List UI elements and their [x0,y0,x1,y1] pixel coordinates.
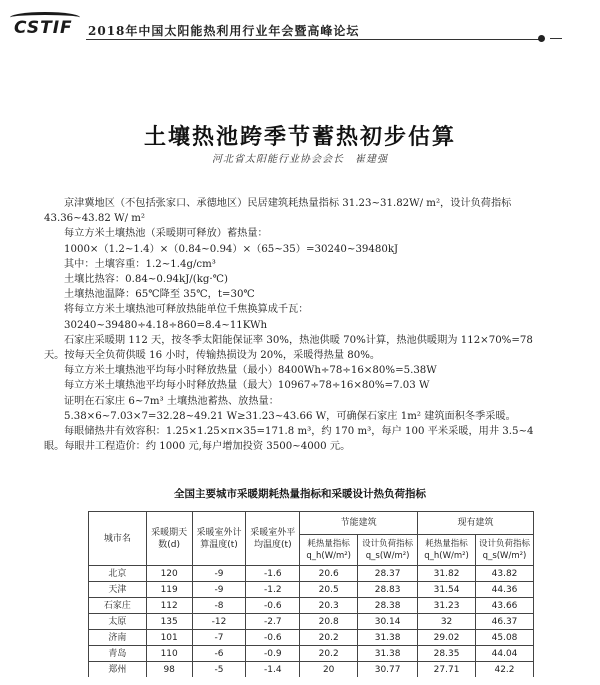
table-row [89,582,534,598]
table-cell-ex-heat: 29.02 [418,630,476,646]
page-header [0,0,600,46]
table-cell-ex-load: 43.82 [476,566,534,582]
table-cell-es-heat: 20.8 [300,614,358,630]
table-cell-ex-load: 44.04 [476,646,534,662]
body-line: 1000×（1.2~1.4）×（0.84~0.94）×（65~35）=30240~39480kJ [64,243,399,255]
table-cell-avg: -1.6 [246,566,300,582]
col-header-days: 采暖期天数(d) [146,512,192,566]
body-line: 眼。每眼井工程造价：约 1000 元,每户增加投资 3500~4000 元。 [44,441,351,453]
table-cell-city: 郑州 [89,662,147,678]
body-line: 30240~39480÷4.18÷860=8.4~11KWh [64,319,268,331]
header-rule [86,39,544,40]
col-header-ex-heat: 耗热量指标 q_h(W/m²) [418,535,476,566]
table-cell-design: -9 [192,582,246,598]
table-cell-ex-load: 45.08 [476,630,534,646]
col-header-city: 城市名 [89,512,147,566]
table-cell-design: -7 [192,630,246,646]
table-cell-ex-load: 44.36 [476,582,534,598]
table-row [89,566,534,582]
table-row [89,662,534,678]
table-cell-ex-heat: 32 [418,614,476,630]
col-header-design-temp: 采暖室外计算温度(t) [192,512,246,566]
logo: CSTIF [14,18,73,38]
body-line: 43.36~43.82 W/ m² [44,213,145,225]
table-cell-city: 天津 [89,582,147,598]
table-cell-days: 101 [146,630,192,646]
table-cell-design: -5 [192,662,246,678]
table-row [89,598,534,614]
table-cell-days: 119 [146,582,192,598]
table-cell-days: 135 [146,614,192,630]
table-cell-days: 112 [146,598,192,614]
body-line: 石家庄采暖期 112 天，按冬季太阳能保证率 30%，热池供暖 70%计算，热池供暖期为 112×70%=78 [64,334,533,346]
table-cell-ex-load: 46.37 [476,614,534,630]
body-line: 5.38×6~7.03×7=32.28~49.21 W≥31.23~43.66 W，可确保石家庄 1m² 建筑面积冬季采暖。 [64,410,516,422]
table-cell-ex-heat: 28.35 [418,646,476,662]
table-cell-ex-load: 42.2 [476,662,534,678]
table-title: 全国主要城市采暖期耗热量指标和采暖设计热负荷指标 [174,488,426,500]
body-line: 每立方米土壤热池平均每小时释放热量（最小）8400Wh÷78÷16×80%=5.38W [64,365,437,377]
table-cell-city: 太原 [89,614,147,630]
table-cell-city: 石家庄 [89,598,147,614]
col-header-es-load: 设计负荷指标 q_s(W/m²) [358,535,418,566]
table-cell-avg: -1.2 [246,582,300,598]
table-cell-avg: -0.6 [246,598,300,614]
col-header-existing: 现有建筑 [418,512,534,535]
body-line: 天。按每天全负荷供暖 16 小时，传输热损设为 20%，采暖得热量 80%。 [44,350,381,362]
table-cell-avg: -2.7 [246,614,300,630]
article-body [44,196,558,454]
table-cell-ex-heat: 27.71 [418,662,476,678]
heating-index-table [88,511,534,677]
col-header-es-heat: 耗热量指标 q_h(W/m²) [300,535,358,566]
table-cell-city: 北京 [89,566,147,582]
table-cell-es-load: 30.77 [358,662,418,678]
header-tick [550,38,562,39]
body-line: 土壤热池温降：65℃降至 35℃，t=30℃ [64,289,255,301]
table-row [89,614,534,630]
table-cell-design: -6 [192,646,246,662]
table-cell-design: -12 [192,614,246,630]
body-line: 京津冀地区（不包括张家口、承德地区）民居建筑耗热量指标 31.23~31.82W/ m²，设计负荷指标 [64,198,512,209]
table-cell-es-heat: 20.2 [300,630,358,646]
table-cell-es-heat: 20.3 [300,598,358,614]
table-cell-avg: -0.6 [246,630,300,646]
table-cell-ex-heat: 31.82 [418,566,476,582]
table-cell-avg: -0.9 [246,646,300,662]
table-cell-es-load: 31.38 [358,630,418,646]
table-row [89,630,534,646]
body-line: 土壤比热容：0.84~0.94kJ/(kg·℃) [64,274,228,286]
table-cell-design: -9 [192,566,246,582]
article-title: 土壤热池跨季节蓄热初步估算 [143,125,456,150]
table-cell-es-load: 28.38 [358,598,418,614]
table-cell-es-load: 28.37 [358,566,418,582]
table-cell-ex-heat: 31.23 [418,598,476,614]
article-author: 河北省太阳能行业协会会长 崔建强 [212,154,388,165]
table-cell-es-heat: 20.2 [300,646,358,662]
table-cell-ex-heat: 31.54 [418,582,476,598]
body-line: 每立方米土壤热池（采暖期可释放）蓄热量： [64,228,268,240]
table-cell-ex-load: 43.66 [476,598,534,614]
table-row [89,646,534,662]
col-header-energy-saving: 节能建筑 [300,512,418,535]
body-line: 将每立方米土壤热池可释放热能单位千焦换算成千瓦： [64,304,309,316]
header-dot [538,35,545,42]
table-cell-days: 98 [146,662,192,678]
table-cell-es-load: 30.14 [358,614,418,630]
table-cell-es-heat: 20.5 [300,582,358,598]
table-cell-city: 青岛 [89,646,147,662]
body-line: 其中：土壤容重：1.2~1.4g/cm³ [64,258,216,270]
table-cell-es-load: 28.83 [358,582,418,598]
table-cell-es-load: 31.38 [358,646,418,662]
body-line: 每眼储热井有效容积：1.25×1.25×π×35=171.8 m³，约 170 m³，每户 100 平米采暖，用井 3.5~4 [64,426,534,438]
body-line: 每立方米土壤热池平均每小时释放热量（最大）10967÷78÷16×80%=7.03 W [64,380,430,392]
body-line: 证明在石家庄 6~7m³ 土壤热池蓄热、放热量： [64,395,279,407]
table-cell-city: 济南 [89,630,147,646]
col-header-ex-load: 设计负荷指标 q_s(W/m²) [476,535,534,566]
col-header-avg-temp: 采暖室外平均温度(t) [246,512,300,566]
table-cell-es-heat: 20.6 [300,566,358,582]
table-cell-es-heat: 20 [300,662,358,678]
table-cell-days: 120 [146,566,192,582]
conference-title: 2018年中国太阳能热利用行业年会暨高峰论坛 [88,24,360,38]
table-cell-design: -8 [192,598,246,614]
table-cell-days: 110 [146,646,192,662]
table-cell-avg: -1.4 [246,662,300,678]
